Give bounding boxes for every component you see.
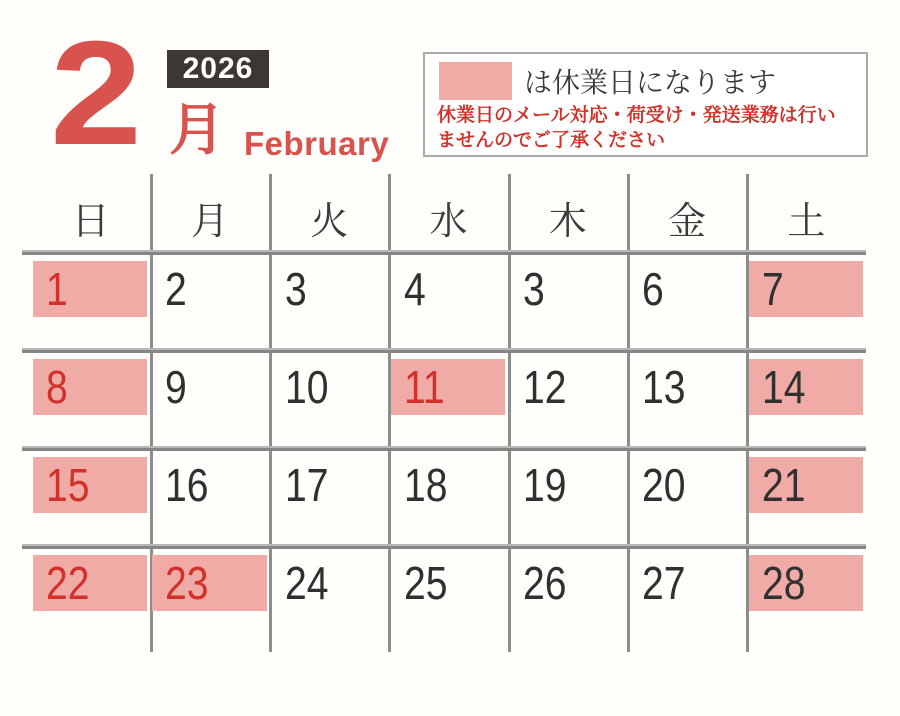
date-number: 25 bbox=[403, 557, 448, 609]
date-cell bbox=[627, 354, 746, 448]
date-cell bbox=[627, 256, 746, 350]
week-row bbox=[31, 354, 866, 448]
legend-label: は休業日になります bbox=[524, 67, 777, 98]
date-cell bbox=[150, 550, 269, 644]
date-number: 8 bbox=[46, 361, 68, 413]
date-number: 23 bbox=[165, 557, 209, 609]
weekday-sun: 日 bbox=[71, 200, 110, 243]
weekday-mon: 月 bbox=[190, 200, 229, 243]
year-badge bbox=[167, 50, 269, 88]
date-number: 16 bbox=[165, 459, 209, 511]
date-number: 12 bbox=[523, 361, 567, 413]
date-cell bbox=[150, 354, 269, 448]
legend-note-line2: ませんのでご了承ください bbox=[437, 129, 666, 151]
date-number: 10 bbox=[284, 361, 329, 413]
date-number: 19 bbox=[523, 459, 567, 511]
date-number: 3 bbox=[523, 263, 545, 315]
grid-horizontal-line bbox=[22, 250, 866, 255]
date-number: 21 bbox=[761, 459, 806, 511]
date-cell bbox=[508, 354, 627, 448]
weekday-header-row bbox=[31, 188, 866, 246]
month-kanji: 月 bbox=[169, 98, 225, 161]
date-cell bbox=[627, 550, 746, 644]
date-number: 11 bbox=[403, 361, 445, 413]
date-cell bbox=[31, 452, 150, 546]
date-number: 27 bbox=[642, 557, 686, 609]
date-cell bbox=[270, 354, 389, 448]
closed-day-swatch bbox=[439, 62, 512, 100]
date-number: 24 bbox=[284, 557, 329, 609]
date-cell bbox=[747, 256, 866, 350]
month-number: 2 bbox=[50, 11, 143, 176]
date-cell bbox=[31, 256, 150, 350]
week-row bbox=[31, 452, 866, 546]
date-cell bbox=[270, 256, 389, 350]
date-cell bbox=[508, 256, 627, 350]
week-row bbox=[31, 550, 866, 644]
date-cell bbox=[747, 354, 866, 448]
date-number: 9 bbox=[165, 361, 188, 413]
date-number: 22 bbox=[46, 557, 90, 609]
date-number: 20 bbox=[642, 459, 686, 511]
date-number: 26 bbox=[523, 557, 567, 609]
date-number: 1 bbox=[46, 263, 68, 315]
weekday-fri: 金 bbox=[668, 200, 707, 243]
legend-row bbox=[439, 61, 866, 101]
legend-note-line1: 休業日のメール対応・荷受け・発送業務は行い bbox=[437, 105, 836, 126]
week-row bbox=[31, 256, 866, 350]
date-cell bbox=[31, 354, 150, 448]
legend-note bbox=[437, 104, 866, 153]
year-label: 2026 bbox=[182, 52, 254, 85]
date-number: 28 bbox=[761, 557, 806, 609]
date-number: 15 bbox=[46, 459, 90, 511]
date-number: 3 bbox=[284, 263, 307, 315]
date-cell bbox=[389, 550, 508, 644]
month-english: February bbox=[244, 125, 390, 162]
weekday-thu: 木 bbox=[548, 200, 587, 243]
date-cell bbox=[150, 452, 269, 546]
date-cell bbox=[627, 452, 746, 546]
date-number: 14 bbox=[761, 361, 806, 413]
date-cell bbox=[389, 452, 508, 546]
date-cell bbox=[389, 256, 508, 350]
date-cell bbox=[270, 452, 389, 546]
date-cell bbox=[508, 550, 627, 644]
date-cell bbox=[270, 550, 389, 644]
date-cell bbox=[150, 256, 269, 350]
date-number: 13 bbox=[642, 361, 686, 413]
date-number: 7 bbox=[761, 263, 784, 315]
closed-day-legend bbox=[423, 52, 868, 157]
date-number: 6 bbox=[642, 263, 665, 315]
date-cell bbox=[508, 452, 627, 546]
date-number: 4 bbox=[403, 263, 426, 315]
weekday-tue: 火 bbox=[310, 200, 349, 243]
weekday-wed: 水 bbox=[429, 200, 468, 243]
date-cell bbox=[747, 452, 866, 546]
date-number: 17 bbox=[284, 459, 329, 511]
date-number: 2 bbox=[165, 263, 188, 315]
date-cell bbox=[389, 354, 508, 448]
weekday-sat: 土 bbox=[787, 200, 826, 243]
date-number: 18 bbox=[403, 459, 448, 511]
date-cell bbox=[31, 550, 150, 644]
date-cell bbox=[747, 550, 866, 644]
